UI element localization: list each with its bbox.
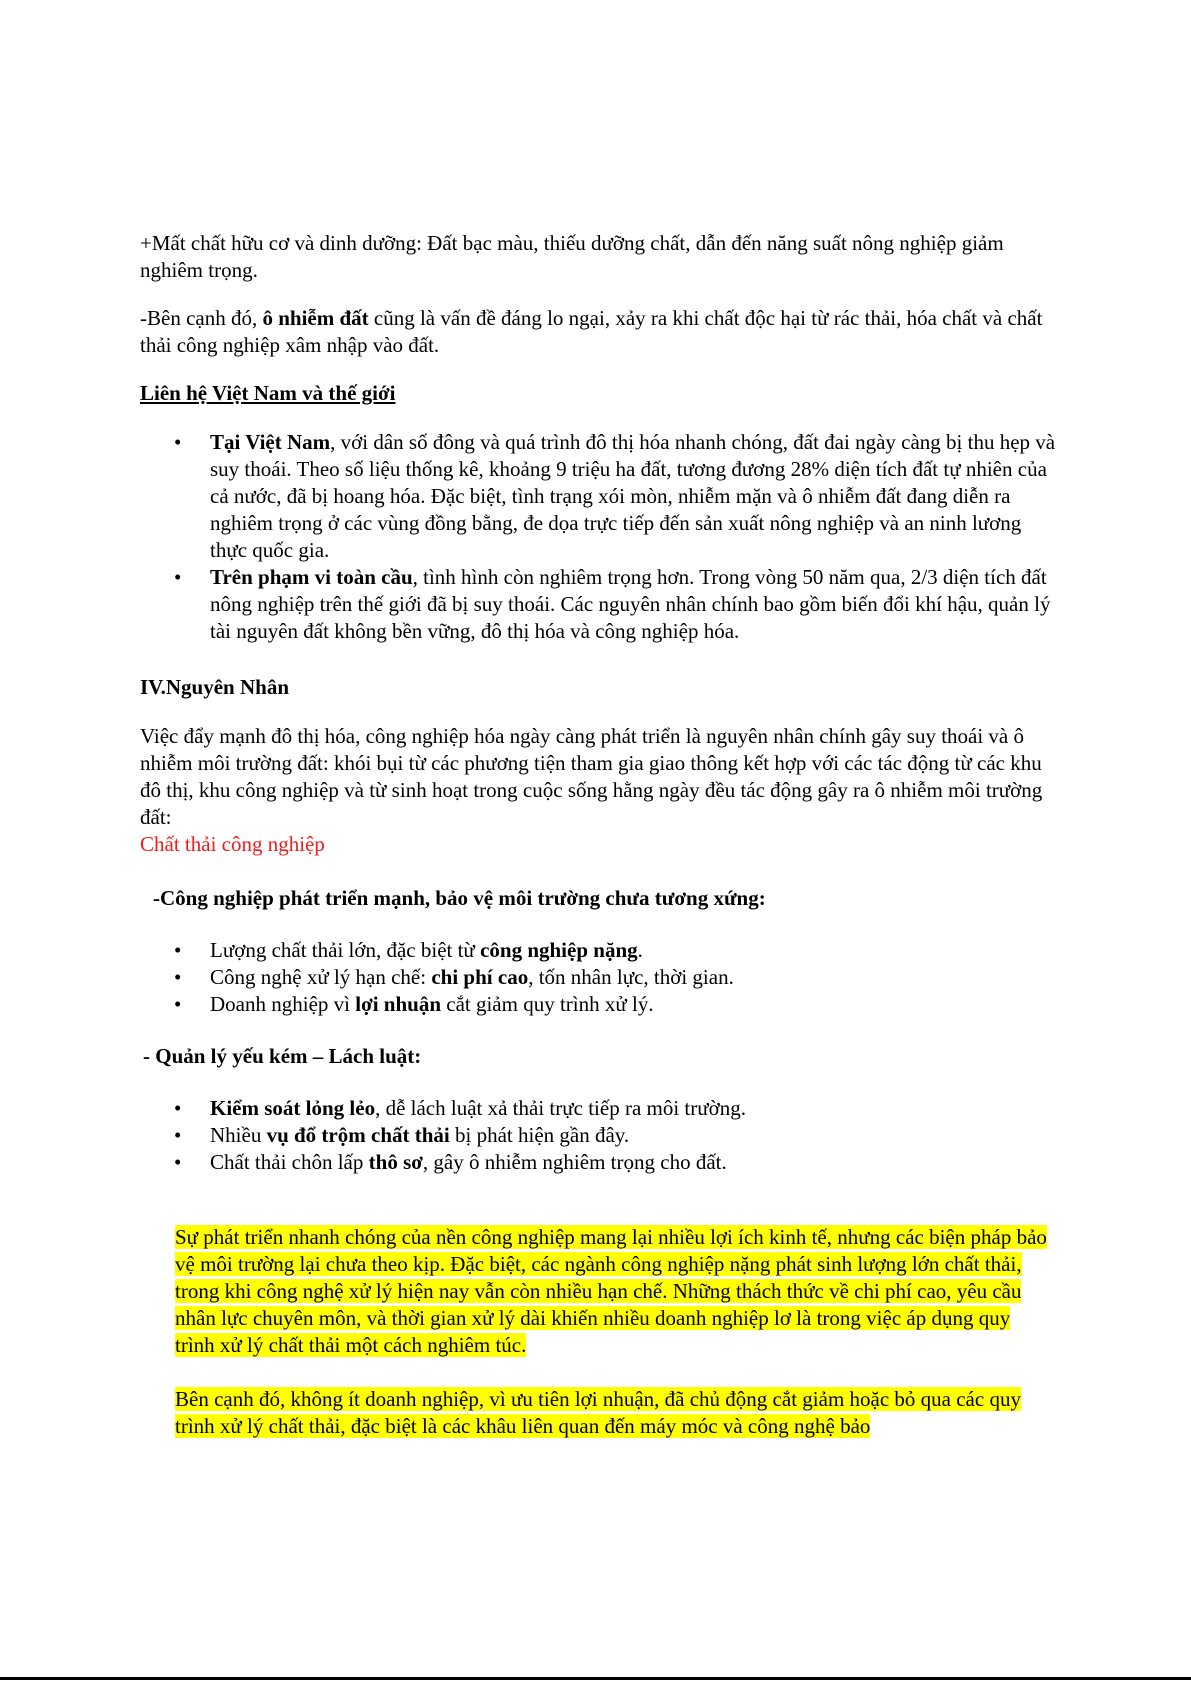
bold-phrase: Kiểm soát lỏng lẻo <box>210 1096 376 1120</box>
list-item-text: , tốn nhân lực, thời gian. <box>528 965 734 989</box>
red-heading-industrial-waste: Chất thải công nghiệp <box>140 832 325 856</box>
list-item <box>140 564 1060 645</box>
list-item-text: Lượng chất thải lớn, đặc biệt từ <box>210 938 481 962</box>
section-heading-vietnam-world: Liên hệ Việt Nam và thế giới <box>140 381 396 405</box>
list-item-text: bị phát hiện gần đây. <box>449 1123 630 1147</box>
document-page <box>140 230 1060 1440</box>
highlighted-text: Bên cạnh đó, không ít doanh nghiệp, vì ưu tiên lợi nhuận, đã chủ động cắt giảm hoặc bỏ qua các quy trình xử lý chất thải, đặc biệt là các khâu liên quan đến máy móc và công nghệ bảo <box>175 1387 1021 1438</box>
paragraph-soil-pollution <box>140 305 1060 359</box>
bullet-icon: • <box>174 965 182 989</box>
list-item-text: Doanh nghiệp vì <box>210 992 356 1016</box>
bullet-list-management <box>140 1095 1060 1176</box>
highlighted-block <box>175 1224 1055 1440</box>
subheading-industry-growth: -Công nghiệp phát triển mạnh, bảo vệ môi trường chưa tương xứng: <box>153 886 766 910</box>
highlighted-text: Sự phát triển nhanh chóng của nền công nghiệp mang lại nhiều lợi ích kinh tế, nhưng các biện pháp bảo vệ môi trường lại chưa theo kịp. Đặc biệt, các ngành công nghiệp nặng phát sinh lượng lớn chất thải, trong khi công nghệ xử lý hiện nay vẫn còn nhiều hạn chế. Những thách thức về chi phí cao, yêu cầu nhân lực chuyên môn, và thời gian xử lý dài khiến nhiều doanh nghiệp lơ là trong việc áp dụng quy trình xử lý chất thải một cách nghiêm túc. <box>175 1225 1047 1357</box>
list-item <box>140 1095 1060 1122</box>
list-item-text: , gây ô nhiễm nghiêm trọng cho đất. <box>422 1150 727 1174</box>
list-item <box>140 1149 1060 1176</box>
list-item-text: cắt giảm quy trình xử lý. <box>441 992 654 1016</box>
subheading-weak-management: - Quản lý yếu kém – Lách luật: <box>143 1044 422 1068</box>
list-item <box>140 429 1060 564</box>
list-item-text: Công nghệ xử lý hạn chế: <box>210 965 432 989</box>
bullet-icon: • <box>174 1150 182 1174</box>
paragraph-causes: Việc đẩy mạnh đô thị hóa, công nghiệp hóa ngày càng phát triển là nguyên nhân chính gây suy thoái và ô nhiễm môi trường đất: khói bụi từ các phương tiện tham gia giao thông kết hợp với các tác động từ các khu đô thị, khu công nghiệp và từ sinh hoạt trong cuộc sống hằng ngày đều tác động gây ra ô nhiễm môi trường đất: <box>140 724 1043 829</box>
bullet-icon: • <box>174 430 182 454</box>
bullet-icon: • <box>174 1096 182 1120</box>
list-item <box>140 937 1060 964</box>
list-item <box>140 991 1060 1018</box>
bullet-icon: • <box>174 565 182 589</box>
bold-phrase: Tại Việt Nam <box>210 430 331 454</box>
heading-causes: IV.Nguyên Nhân <box>140 675 289 699</box>
list-item-text: , dễ lách luật xả thải trực tiếp ra môi trường. <box>375 1096 746 1120</box>
bold-phrase: lợi nhuận <box>355 992 441 1016</box>
list-item-text: Nhiều <box>210 1123 267 1147</box>
bold-phrase: công nghiệp nặng <box>480 938 638 962</box>
highlighted-paragraph <box>175 1224 1055 1359</box>
page-bottom-rule <box>0 1677 1191 1680</box>
bold-phrase: thô sơ <box>368 1150 423 1174</box>
bullet-icon: • <box>174 1123 182 1147</box>
list-item <box>140 964 1060 991</box>
list-item-text: , với dân số đông và quá trình đô thị hóa nhanh chóng, đất đai ngày càng bị thu hẹp và suy thoái. Theo số liệu thống kê, khoảng 9 triệu ha đất, tương đương 28% diện tích đất tự nhiên của cả nước, đã bị hoang hóa. Đặc biệt, tình trạng xói mòn, nhiễm mặn và ô nhiễm đất đang diễn ra nghiêm trọng ở các vùng đồng bằng, đe dọa trực tiếp đến sản xuất nông nghiệp và an ninh lương thực quốc gia. <box>210 430 1056 562</box>
list-item-text: , tình hình còn nghiêm trọng hơn. Trong vòng 50 năm qua, 2/3 diện tích đất nông nghiệp trên thế giới đã bị suy thoái. Các nguyên nhân chính bao gồm biến đổi khí hậu, quản lý tài nguyên đất không bền vững, đô thị hóa và công nghiệp hóa. <box>210 565 1051 643</box>
list-item-text: Chất thải chôn lấp <box>210 1150 369 1174</box>
paragraph-nutrient-loss: +Mất chất hữu cơ và dinh dưỡng: Đất bạc màu, thiếu dưỡng chất, dẫn đến năng suất nông nghiệp giảm nghiêm trọng. <box>140 231 1004 282</box>
bold-phrase: vụ đổ trộm chất thải <box>266 1123 450 1147</box>
paragraph-text: cũng là vấn đề đáng lo ngại, xảy ra khi chất độc hại từ rác thải, hóa chất và chất thải công nghiệp xâm nhập vào đất. <box>140 306 1043 357</box>
bold-phrase: chi phí cao <box>431 965 529 989</box>
list-item <box>140 1122 1060 1149</box>
bold-phrase: Trên phạm vi toàn cầu <box>210 565 413 589</box>
bullet-list-vietnam-world <box>140 429 1060 645</box>
paragraph-text: -Bên cạnh đó, <box>140 306 263 330</box>
bullet-icon: • <box>174 992 182 1016</box>
bullet-list-industry <box>140 937 1060 1018</box>
highlighted-paragraph <box>175 1386 1055 1440</box>
bold-phrase: ô nhiễm đất <box>262 306 369 330</box>
list-item-text: . <box>637 938 643 962</box>
bullet-icon: • <box>174 938 182 962</box>
